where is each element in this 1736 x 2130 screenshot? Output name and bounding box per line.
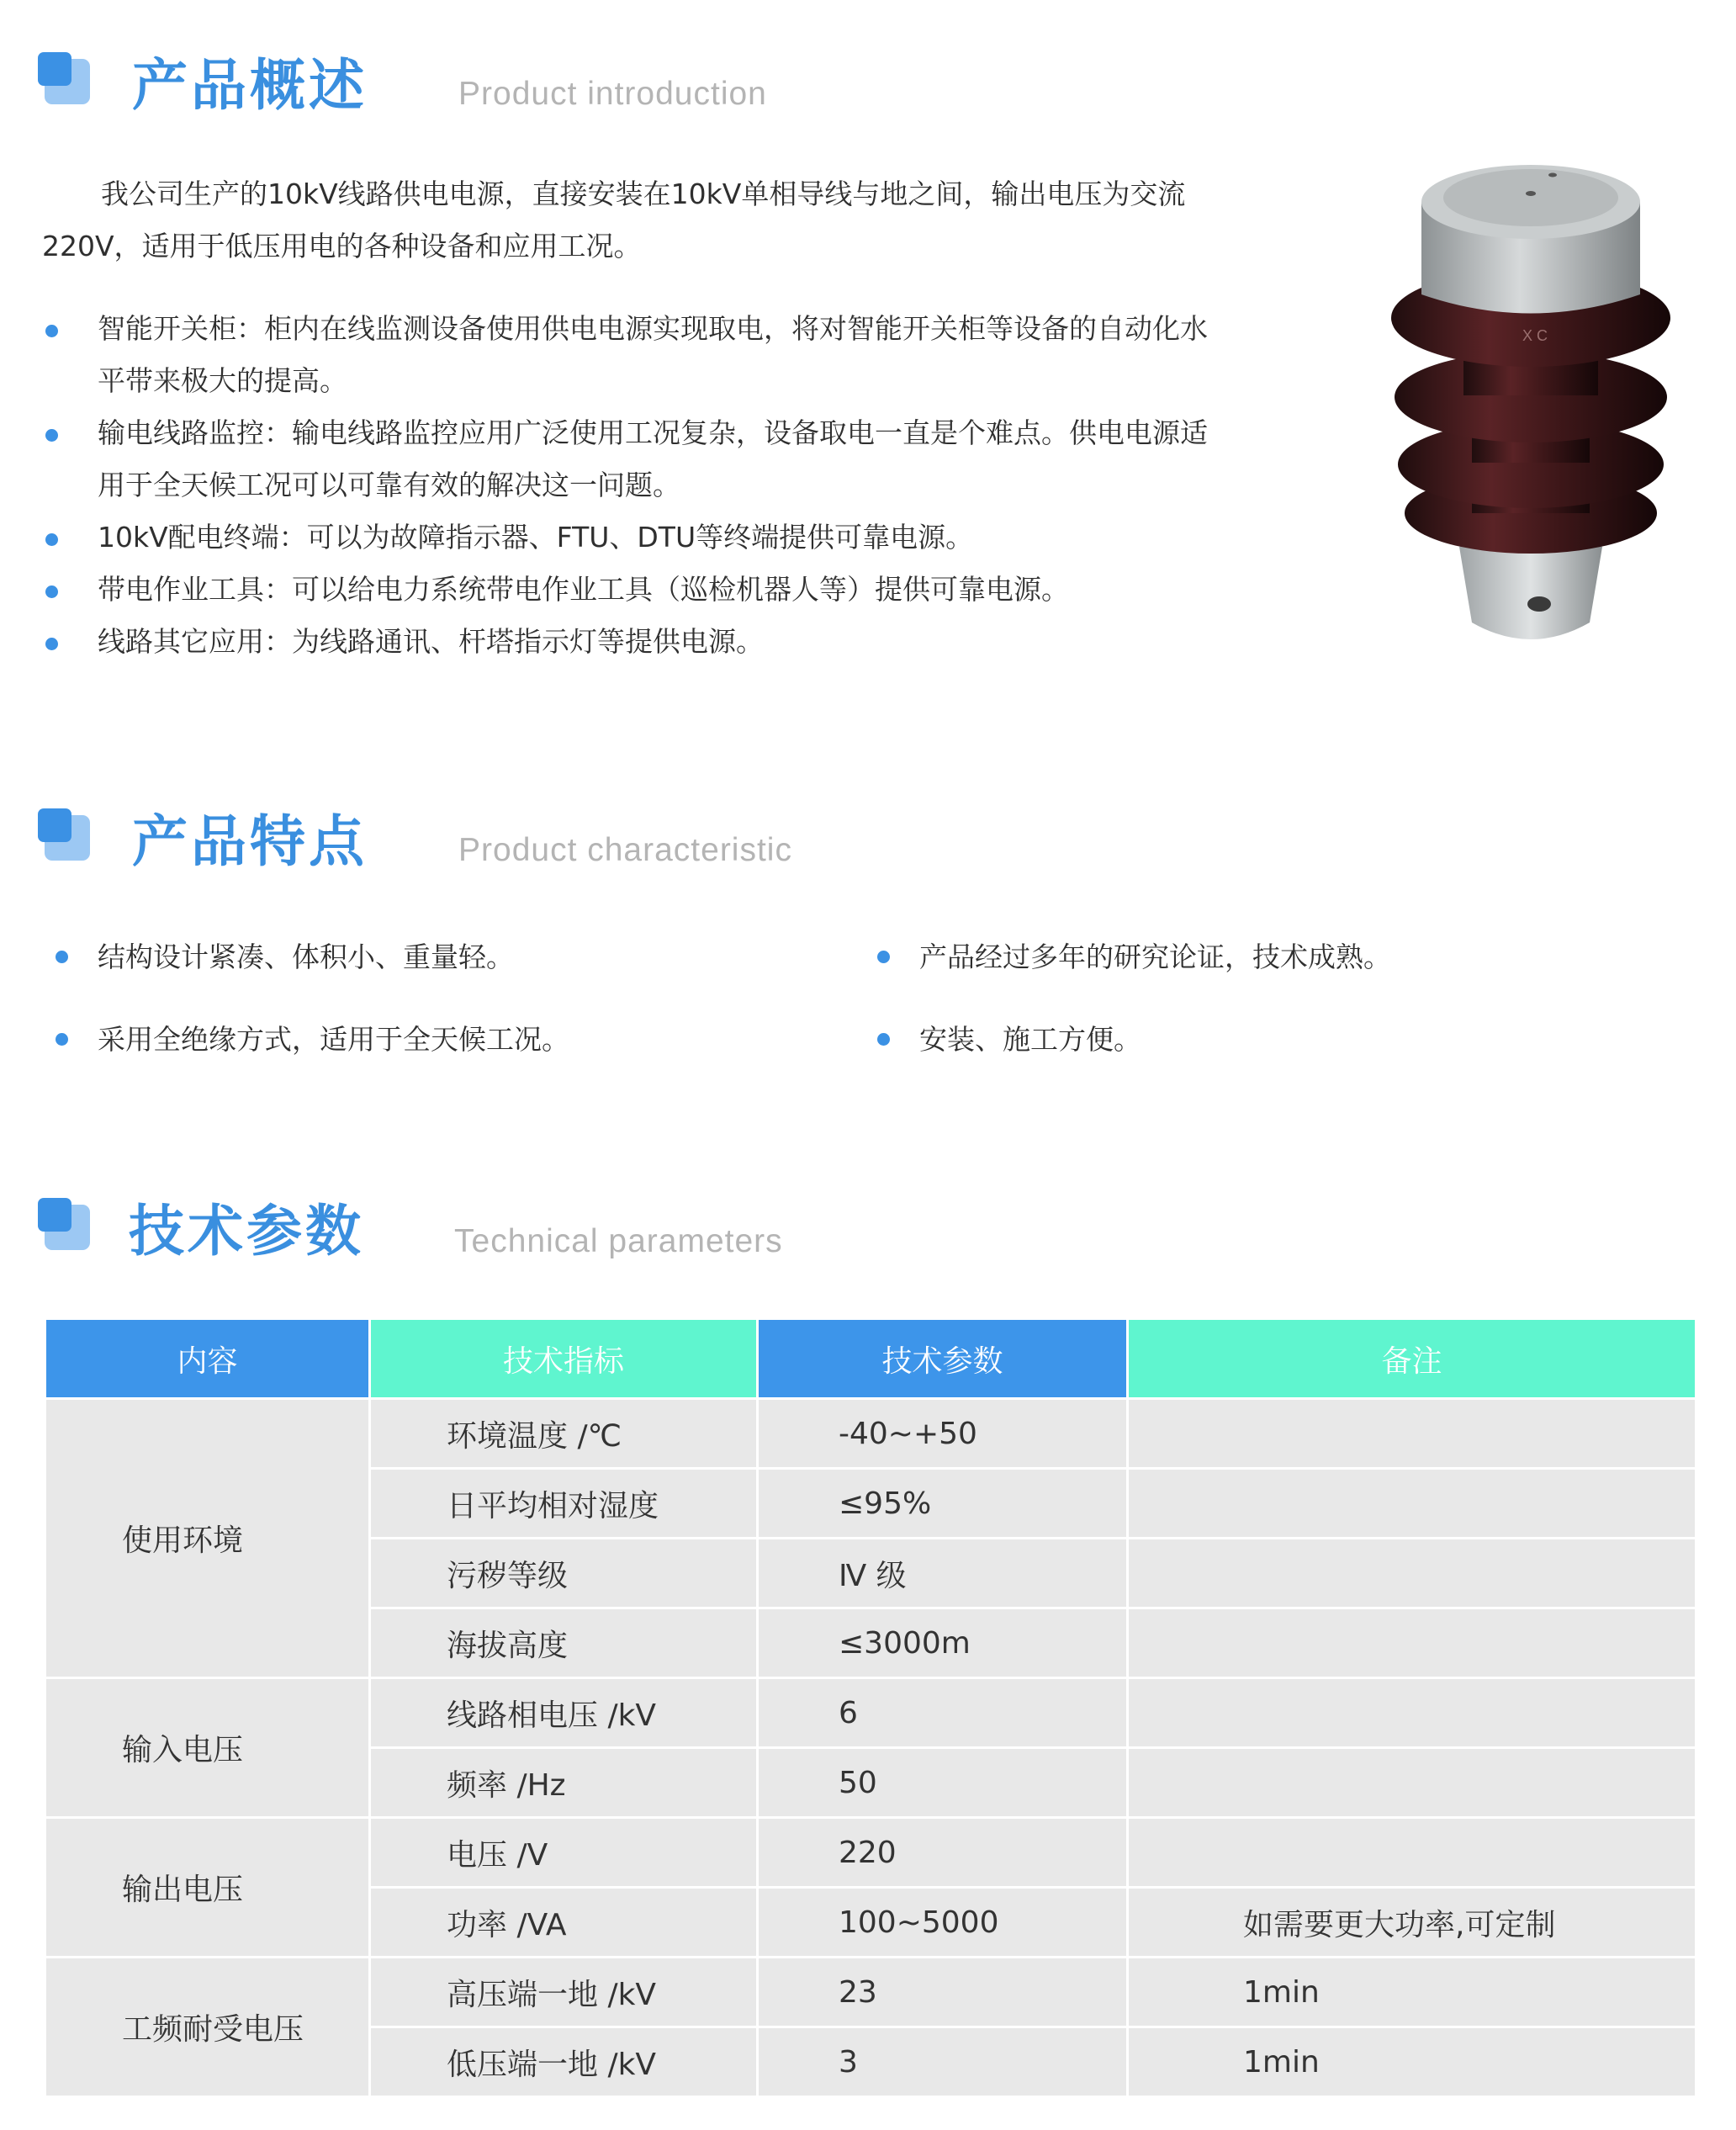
list-item	[42, 511, 1220, 564]
note-cell: 如需要更大功率,可定制	[1129, 1889, 1695, 1956]
section-square-icon	[38, 52, 93, 108]
group-cell: 输出电压	[46, 1819, 368, 1956]
value-cell: 23	[759, 1958, 1126, 2026]
value-cell: -40~+50	[759, 1400, 1126, 1467]
note-cell: 1min	[1129, 1958, 1695, 2026]
list-item	[42, 616, 1220, 668]
column-header: 技术指标	[371, 1320, 756, 1397]
value-cell: 3	[759, 2028, 1126, 2096]
table-row	[46, 1958, 1695, 2026]
indicator-cell: 污秽等级	[371, 1539, 756, 1607]
list-item	[42, 564, 1220, 616]
parameters-table	[44, 1317, 1697, 2098]
note-cell	[1129, 1400, 1695, 1467]
list-item	[42, 407, 1220, 511]
note-cell: 1min	[1129, 2028, 1695, 2096]
note-cell	[1129, 1609, 1695, 1677]
column-header: 内容	[46, 1320, 368, 1397]
indicator-cell: 高压端一地 /kV	[371, 1958, 756, 2026]
section-title: 产品概述	[132, 53, 368, 118]
feature-item	[98, 1018, 569, 1057]
section-square-icon	[38, 808, 93, 864]
group-cell: 输入电压	[46, 1679, 368, 1816]
value-cell: 220	[759, 1819, 1126, 1886]
bullet-dot-icon	[45, 638, 58, 650]
indicator-cell: 功率 /VA	[371, 1889, 756, 1956]
indicator-cell: 海拔高度	[371, 1609, 756, 1677]
intro-paragraph: 我公司生产的10kV线路供电电源，直接安装在10kV单相导线与地之间，输出电压为交流220V，适用于低压用电的各种设备和应用工况。	[42, 178, 1186, 262]
indicator-cell: 频率 /Hz	[371, 1749, 756, 1816]
bullet-dot-icon	[45, 429, 58, 442]
note-cell	[1129, 1749, 1695, 1816]
section-title: 技术参数	[129, 1199, 364, 1264]
indicator-cell: 日平均相对湿度	[371, 1470, 756, 1537]
column-header: 技术参数	[759, 1320, 1126, 1397]
value-cell: 6	[759, 1679, 1126, 1746]
bullet-dot-icon	[56, 1033, 68, 1046]
feature-item	[98, 935, 514, 975]
table-header-row	[46, 1320, 1695, 1397]
note-cell	[1129, 1819, 1695, 1886]
indicator-cell: 低压端一地 /kV	[371, 2028, 756, 2096]
section-subtitle: Product introduction	[458, 76, 767, 112]
feature-item	[919, 1018, 1141, 1057]
feature-text: 采用全绝缘方式，适用于全天候工况。	[98, 1023, 569, 1056]
section-subtitle: Product characteristic	[458, 832, 792, 868]
product-mark-label: X C	[1522, 327, 1548, 344]
column-header: 备注	[1129, 1320, 1695, 1397]
product-insulator-image	[1379, 151, 1682, 648]
bullet-text: 输电线路监控：输电线路监控应用广泛使用工况复杂，设备取电一直是个难点。供电电源适用于全天候工况可以可靠有效的解决这一问题。	[98, 416, 1208, 501]
bullet-text: 10kV配电终端：可以为故障指示器、FTU、DTU等终端提供可靠电源。	[98, 521, 974, 554]
indicator-cell: 环境温度 /℃	[371, 1400, 756, 1467]
bullet-text: 智能开关柜：柜内在线监测设备使用供电电源实现取电，将对智能开关柜等设备的自动化水平带来极大的提高。	[98, 312, 1208, 397]
section-square-icon	[38, 1198, 93, 1253]
bullet-dot-icon	[56, 951, 68, 963]
note-cell	[1129, 1679, 1695, 1746]
bullet-text: 线路其它应用：为线路通讯、杆塔指示灯等提供电源。	[98, 625, 764, 658]
indicator-cell: 电压 /V	[371, 1819, 756, 1886]
value-cell: 100~5000	[759, 1889, 1126, 1956]
table-row	[46, 1679, 1695, 1746]
value-cell: 50	[759, 1749, 1126, 1816]
table-row	[46, 1819, 1695, 1886]
bullet-text: 带电作业工具：可以给电力系统带电作业工具（巡检机器人等）提供可靠电源。	[98, 573, 1069, 606]
feature-text: 结构设计紧凑、体积小、重量轻。	[98, 940, 514, 973]
bullet-dot-icon	[877, 1033, 890, 1046]
group-cell: 使用环境	[46, 1400, 368, 1677]
section-title: 产品特点	[132, 809, 368, 874]
table-row	[46, 1400, 1695, 1467]
indicator-cell: 线路相电压 /kV	[371, 1679, 756, 1746]
bullet-dot-icon	[877, 951, 890, 963]
value-cell: ≤95%	[759, 1470, 1126, 1537]
bullet-dot-icon	[45, 325, 58, 337]
feature-item	[919, 935, 1391, 975]
value-cell: ≤3000m	[759, 1609, 1126, 1677]
section-subtitle: Technical parameters	[454, 1223, 783, 1259]
bullet-dot-icon	[45, 533, 58, 546]
feature-text: 产品经过多年的研究论证，技术成熟。	[919, 940, 1391, 973]
note-cell	[1129, 1539, 1695, 1607]
intro-bullet-list	[42, 303, 1220, 668]
bullet-dot-icon	[45, 585, 58, 598]
feature-text: 安装、施工方便。	[919, 1023, 1141, 1056]
value-cell: Ⅳ 级	[759, 1539, 1126, 1607]
group-cell: 工频耐受电压	[46, 1958, 368, 2096]
note-cell	[1129, 1470, 1695, 1537]
list-item	[42, 303, 1220, 407]
